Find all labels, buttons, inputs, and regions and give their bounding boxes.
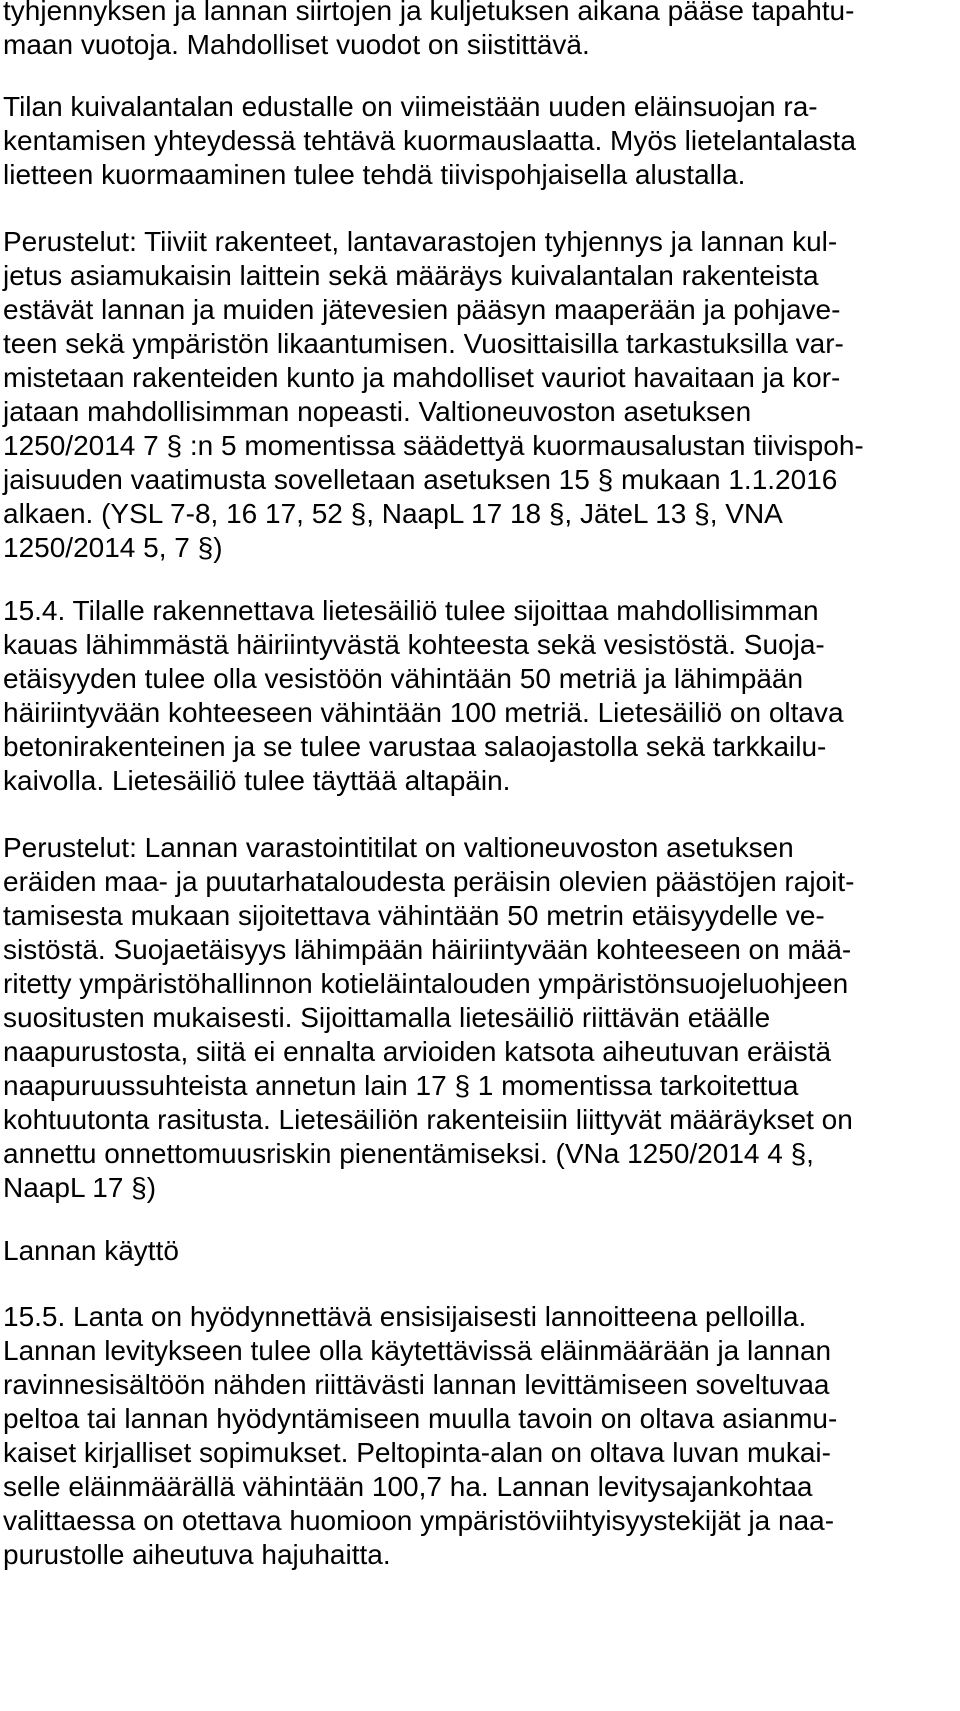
text-line: etäisyyden tulee olla vesistöön vähintään 50 metriä ja lähimpään	[3, 663, 804, 694]
text-line: naapurustosta, siitä ei ennalta arvioiden katsota aiheutuvan eräistä	[3, 1036, 832, 1067]
text-line: tyhjennyksen ja lannan siirtojen ja kuljetuksen aikana pääse tapahtu-	[3, 0, 855, 26]
text-line: ritetty ympäristöhallinnon kotieläintalouden ympäristönsuojeluohjeen	[3, 968, 849, 999]
text-line: Tilan kuivalantalan edustalle on viimeistään uuden eläinsuojan ra-	[3, 91, 818, 122]
text-line: kaiset kirjalliset sopimukset. Peltopinta-alan on oltava luvan mukai-	[3, 1437, 831, 1468]
text-line: jaisuuden vaatimusta sovelletaan asetuksen 15 § mukaan 1.1.2016	[3, 464, 838, 495]
text-line: häiriintyvään kohteeseen vähintään 100 metriä. Lietesäiliö on oltava	[3, 697, 844, 728]
text-line: 1250/2014 5, 7 §)	[3, 532, 223, 563]
text-line: teen sekä ympäristön likaantumisen. Vuosittaisilla tarkastuksilla var-	[3, 328, 844, 359]
text-line: alkaen. (YSL 7-8, 16 17, 52 §, NaapL 17 18 §, JäteL 13 §, VNA	[3, 498, 783, 529]
section-heading: Lannan käyttö	[3, 1235, 179, 1266]
text-line: NaapL 17 §)	[3, 1172, 157, 1203]
text-line: jetus asiamukaisin laittein sekä määräys kuivalantalan rakenteista	[3, 260, 819, 291]
text-line: valittaessa on otettava huomioon ympäristöviihtyisyystekijät ja naa-	[3, 1505, 835, 1536]
text-line: 15.4. Tilalle rakennettava lietesäiliö tulee sijoittaa mahdollisimman	[3, 595, 819, 626]
text-line: lietteen kuormaaminen tulee tehdä tiivispohjaisella alustalla.	[3, 159, 746, 190]
text-line: Lannan levitykseen tulee olla käytettävissä eläinmäärään ja lannan	[3, 1335, 832, 1366]
text-line: naapuruussuhteista annetun lain 17 § 1 momentissa tarkoitettua	[3, 1070, 799, 1101]
text-line: ravinnesisältöön nähden riittävästi lannan levittämiseen soveltuvaa	[3, 1369, 830, 1400]
text-line: sistöstä. Suojaetäisyys lähimpään häiriintyvään kohteeseen on mää-	[3, 934, 852, 965]
text-line: purustolle aiheutuva hajuhaitta.	[3, 1539, 391, 1570]
text-line: kauas lähimmästä häiriintyvästä kohteesta sekä vesistöstä. Suoja-	[3, 629, 825, 660]
text-line: tamisesta mukaan sijoitettava vähintään 50 metrin etäisyydelle ve-	[3, 900, 825, 931]
text-line: Perustelut: Tiiviit rakenteet, lantavarastojen tyhjennys ja lannan kul-	[3, 226, 838, 257]
text-line: peltoa tai lannan hyödyntämiseen muulla tavoin on oltava asianmu-	[3, 1403, 838, 1434]
text-line: Perustelut: Lannan varastointitilat on valtioneuvoston asetuksen	[3, 832, 794, 863]
text-line: kohtuutonta rasitusta. Lietesäiliön rakenteisiin liittyvät määräykset on	[3, 1104, 853, 1135]
text-line: kentamisen yhteydessä tehtävä kuormauslaatta. Myös lietelantalasta	[3, 125, 856, 156]
text-line: kaivolla. Lietesäiliö tulee täyttää altapäin.	[3, 765, 511, 796]
text-line: maan vuotoja. Mahdolliset vuodot on siistittävä.	[3, 29, 590, 60]
text-line: selle eläinmäärällä vähintään 100,7 ha. Lannan levitysajankohtaa	[3, 1471, 813, 1502]
text-line: suositusten mukaisesti. Sijoittamalla lietesäiliö riittävän etäälle	[3, 1002, 771, 1033]
text-line: estävät lannan ja muiden jätevesien pääsyn maaperään ja pohjave-	[3, 294, 841, 325]
text-line: eräiden maa- ja puutarhataloudesta peräisin olevien päästöjen rajoit-	[3, 866, 855, 897]
text-line: mistetaan rakenteiden kunto ja mahdolliset vauriot havaitaan ja kor-	[3, 362, 841, 393]
text-line: 1250/2014 7 § :n 5 momentissa säädettyä kuormausalustan tiivispoh-	[3, 430, 864, 461]
text-line: betonirakenteinen ja se tulee varustaa salaojastolla sekä tarkkailu-	[3, 731, 827, 762]
text-line: 15.5. Lanta on hyödynnettävä ensisijaisesti lannoitteena pelloilla.	[3, 1301, 807, 1332]
text-line: jataan mahdollisimman nopeasti. Valtioneuvoston asetuksen	[3, 396, 752, 427]
text-line: annettu onnettomuusriskin pienentämiseksi. (VNa 1250/2014 4 §,	[3, 1138, 814, 1169]
